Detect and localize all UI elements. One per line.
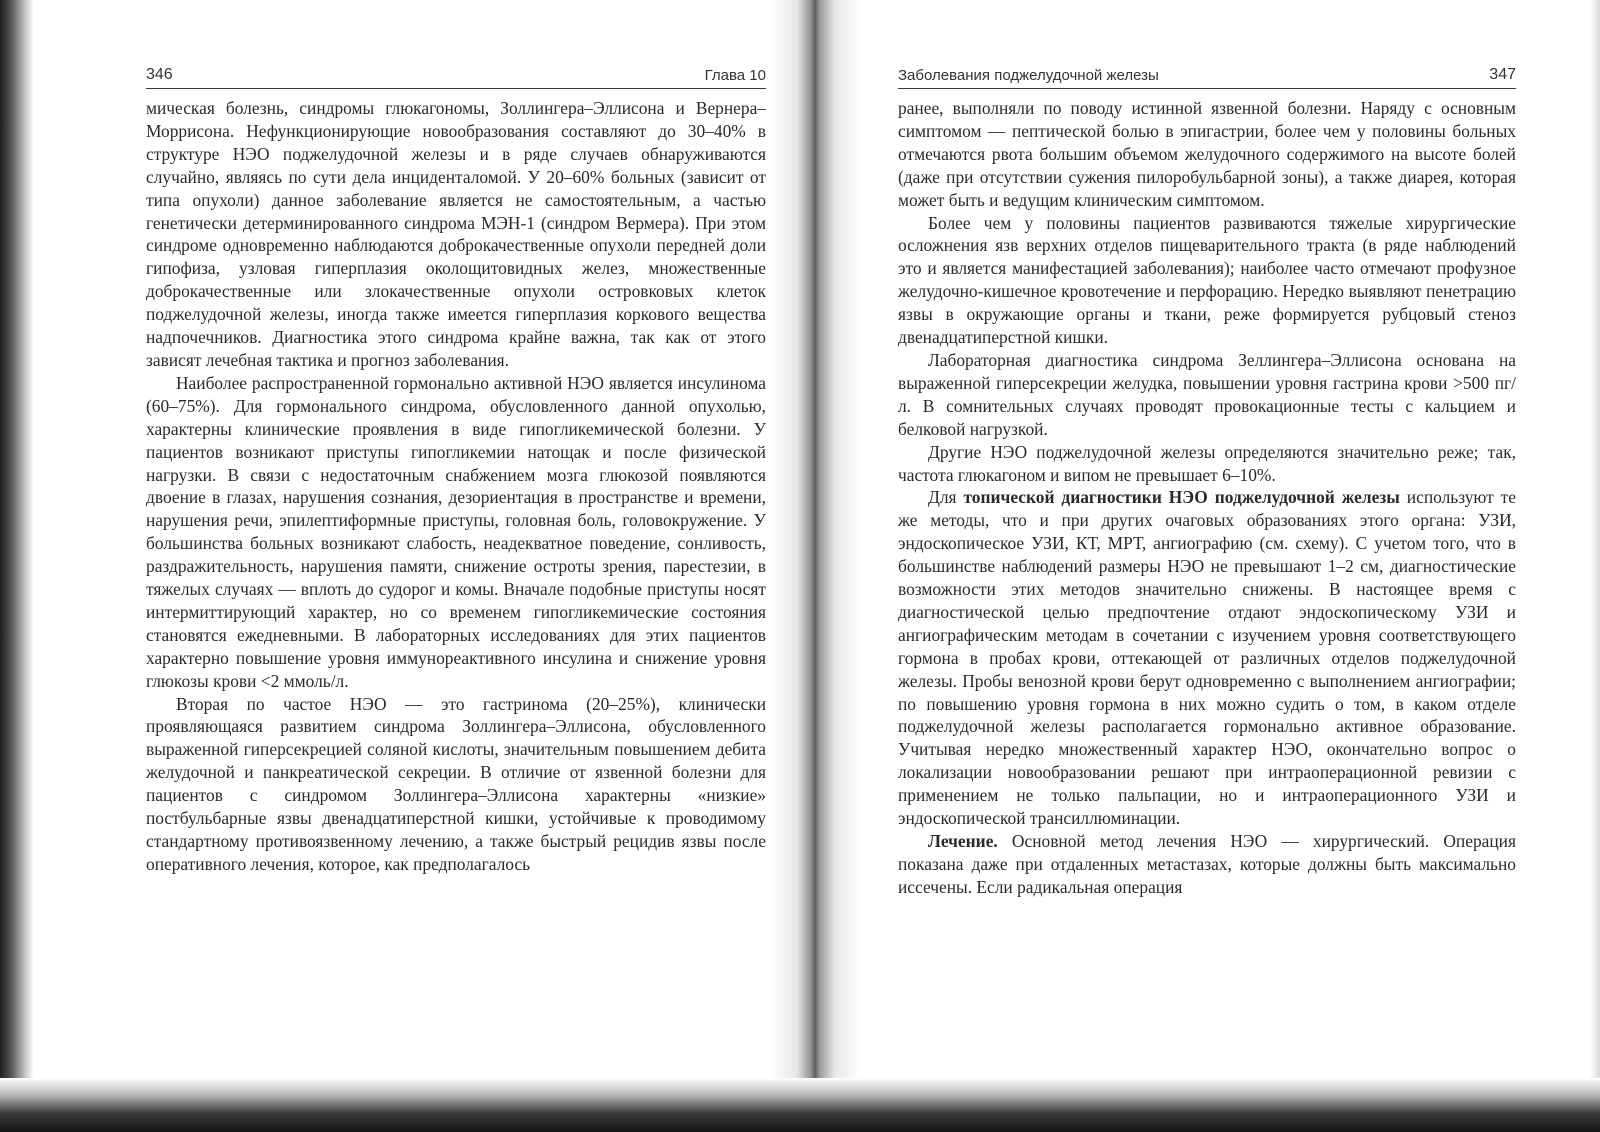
paragraph-topical-diagnostics	[898, 486, 1516, 830]
paragraph: Лабораторная диагностика синдрома Зеллингера–Эллисона основана на выраженной гиперсекреции желудка, повышении уровня гастрина крови >500 пг/л. В сомнительных случаях проводят провокационные тесты с кальцием и белковой нагрузкой.	[898, 349, 1516, 439]
left-page-body	[146, 97, 766, 876]
text-run: Основной метод лечения НЭО — хирургический. Операция показана даже при отдаленных метастазах, которые должны быть максимально иссечены. Если радикальная операция	[898, 831, 1516, 897]
scan-shadow-bottom	[0, 1078, 1600, 1132]
scan-shadow-right	[1590, 0, 1600, 1132]
paragraph: Другие НЭО поджелудочной железы определяются значительно реже; так, частота глюкагоном и випом не превышает 6–10%.	[898, 441, 1516, 485]
bold-term: топической диагностики НЭО поджелудочной железы	[963, 487, 1400, 508]
right-page	[898, 60, 1516, 899]
text-run: Для	[928, 487, 964, 508]
left-page-number: 346	[146, 66, 173, 83]
right-page-number: 347	[1489, 66, 1516, 83]
bold-heading-treatment: Лечение.	[928, 831, 998, 851]
paragraph-treatment	[898, 830, 1516, 899]
left-chapter-title: Глава 10	[704, 67, 766, 84]
paragraph: Более чем у половины пациентов развиваются тяжелые хирургические осложнения язв верхних отделов пищеварительного тракта (в ряде наблюдений это и является манифестацией заболевания); наиболее часто отмечают профузное желудочно-кишечное кровотечение и перфорацию. Нередко выявляют пенетрацию язвы в окружающие органы и ткани, реже формируется рубцовый стеноз двенадцатиперстной кишки.	[898, 212, 1516, 348]
scan-shadow-left	[0, 0, 34, 1132]
paragraph: Наиболее распространенной гормонально активной НЭО является инсулинома (60–75%). Для гормонального синдрома, обусловленного данной опухолью, характерны клинические проявления в виде гипогликемической болезни. У пациентов возникают приступы гипогликемии натощак и после физической нагрузки. В связи с недостаточным снабжением мозга глюкозой появляются двоение в глазах, нарушения сознания, дезориентация в пространстве и времени, нарушения речи, эпилептиформные приступы, головная боль, головокружение. У большинства больных возникают слабость, неадекватное поведение, сонливость, раздражительность, нарушения памяти, снижение остроты зрения, парестезии, в тяжелых случаях — вплоть до судорог и комы. Вначале подобные приступы носят интермиттирующий характер, но со временем гипогликемические состояния становятся ежедневными. В лабораторных исследованиях для этих пациентов характерно повышение уровня иммунореактивного инсулина и снижение уровня глюкозы крови <2 ммоль/л.	[146, 372, 766, 691]
right-section-title: Заболевания поджелудочной железы	[898, 67, 1159, 84]
right-page-body	[898, 97, 1516, 899]
paragraph: ранее, выполняли по поводу истинной язвенной болезни. Наряду с основным симптомом — пептической болью в эпигастрии, более чем у половины больных отмечаются рвота большим объемом желудочного содержимого на высоте болей (даже при отсутствии сужения пилоробульбарной зоны), а также диарея, которая может быть и ведущим клиническим симптомом.	[898, 98, 1516, 210]
paragraph: Вторая по частое НЭО — это гастринома (20–25%), клинически проявляющаяся развитием синдрома Золлингера–Эллисона, обусловленного выраженной гиперсекрецией соляной кислоты, значительным повышением дебита желудочной и панкреатической секреции. В отличие от язвенной болезни для пациентов с синдромом Золлингера–Эллисона характерны «низкие» постбульбарные язвы двенадцатиперстной кишки, устойчивые к проводимому стандартному противоязвенному лечению, а также быстрый рецидив язвы после оперативного лечения, которое, как предполагалось	[146, 693, 766, 874]
right-running-head	[898, 60, 1516, 89]
left-page	[146, 60, 766, 876]
left-running-head	[146, 60, 766, 89]
paragraph: мическая болезнь, синдромы глюкагономы, Золлингера–Эллисона и Вернера–Моррисона. Нефункционирующие новообразования составляют до 30–40% в структуре НЭО поджелудочной железы и в ряде случаев обнаруживаются случайно, являясь по сути дела инциденталомой. У 20–60% больных (зависит от типа опухоли) данное заболевание является не самостоятельным, а частью генетически детерминированного синдрома МЭН-1 (синдром Вермера). При этом синдроме одновременно наблюдаются доброкачественные опухоли передней доли гипофиза, узловая гиперплазия околощитовидных желез, множественные доброкачественные или злокачественные опухоли островковых клеток поджелудочной железы, иногда также имеется гиперплазия коркового вещества надпочечников. Диагностика этого синдрома крайне важна, так как от этого зависят лечебная тактика и прогноз заболевания.	[146, 98, 766, 370]
book-gutter	[770, 0, 860, 1132]
text-run: используют те же методы, что и при других очаговых образованиях этого органа: УЗИ, эндоскопическое УЗИ, КТ, МРТ, ангиографию (см. схему). С учетом того, что в большинстве наблюдений размеры НЭО не превышают 1–2 см, диагностические возможности этих методов значительно снижены. В настоящее время с диагностической целью предпочтение отдают эндоскопическому УЗИ и ангиографическим методам в сочетании с изучением уровня соответствующего гормона в пробах крови, оттекающей от различных отделов поджелудочной железы. Пробы венозной крови берут одновременно с выполнением ангиографии; по повышению уровня гормона в них можно судить о том, в каком отделе поджелудочной железы располагается гормонально активное образование. Учитывая нередко множественный характер НЭО, окончательно вопрос о локализации новообразовании решают при интраоперационной ревизии с применением не только пальпации, но и интраоперационного УЗИ и эндоскопической трансиллюминации.	[898, 487, 1517, 829]
